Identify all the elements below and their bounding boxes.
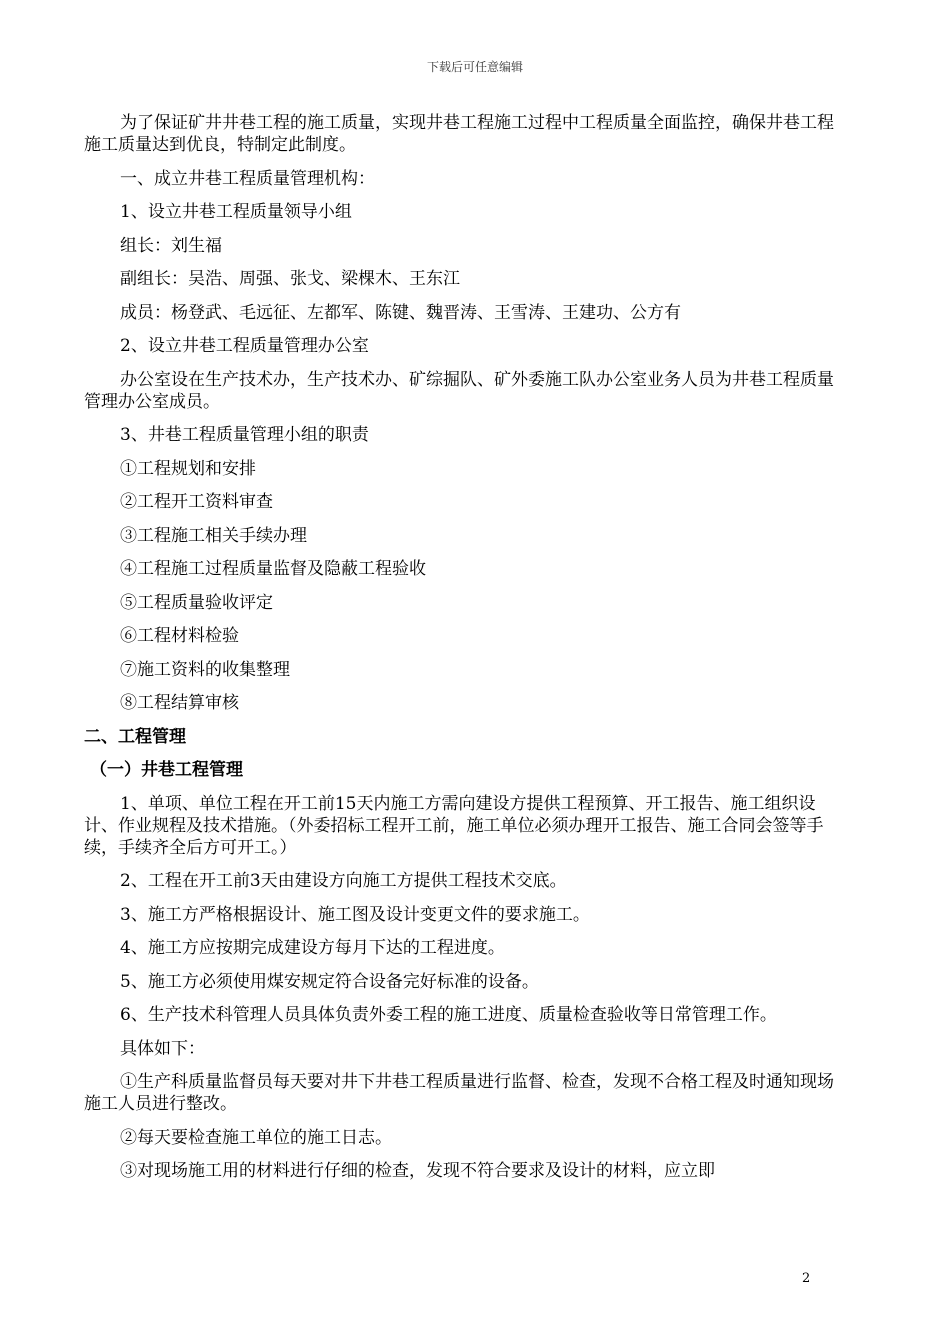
- section-heading: 一、成立井巷工程质量管理机构：: [120, 168, 375, 189]
- paragraph: 6、生产技术科管理人员具体负责外委工程的施工进度、质量检查验收等日常管理工作。: [120, 1005, 777, 1025]
- section-heading: 二、工程管理: [84, 726, 186, 747]
- list-item: ①工程规划和安排: [120, 458, 256, 479]
- paragraph: 3、井巷工程质量管理小组的职责: [120, 425, 369, 445]
- paragraph: 5、施工方必须使用煤安规定符合设备完好标准的设备。: [120, 971, 539, 992]
- page-header: 下载后可任意编辑: [426, 60, 523, 74]
- list-item: ①生产科质量监督员每天要对井下井巷工程质量进行监督、检查，发现不合格工程及时通知现场施工人员进行整改。: [84, 1072, 834, 1114]
- paragraph: 成员：杨登武、毛远征、左都军、陈键、魏晋涛、王雪涛、王建功、公方有: [120, 302, 681, 323]
- paragraph: 4、施工方应按期完成建设方每月下达的工程进度。: [120, 938, 505, 958]
- list-item: ②工程开工资料审查: [120, 492, 273, 512]
- paragraph: 具体如下：: [120, 1038, 205, 1059]
- paragraph: 2、设立井巷工程质量管理办公室: [120, 336, 369, 356]
- list-item: ⑧工程结算审核: [120, 693, 239, 713]
- list-item: ③工程施工相关手续办理: [120, 525, 307, 546]
- list-item: ②每天要检查施工单位的施工日志。: [120, 1127, 392, 1148]
- paragraph: 3、施工方严格根据设计、施工图及设计变更文件的要求施工。: [120, 904, 590, 925]
- list-item: ⑤工程质量验收评定: [120, 592, 273, 613]
- paragraph: 为了保证矿井井巷工程的施工质量，实现井巷工程施工过程中工程质量全面监控，确保井巷工程施工质量达到优良，特制定此制度。: [84, 113, 834, 155]
- page-number: 2: [802, 1271, 811, 1286]
- paragraph: 组长：刘生福: [120, 235, 222, 256]
- list-item: ④工程施工过程质量监督及隐蔽工程验收: [120, 559, 426, 579]
- list-item: ⑦施工资料的收集整理: [120, 659, 290, 680]
- subsection-heading: （一）井巷工程管理: [90, 760, 243, 780]
- paragraph: 1、单项、单位工程在开工前15天内施工方需向建设方提供工程预算、开工报告、施工组织设计、作业规程及技术措施。（外委招标工程开工前，施工单位必须办理开工报告、施工合同会签等手续，手续齐全后方可开工。）: [84, 793, 824, 858]
- paragraph: 办公室设在生产技术办，生产技术办、矿综掘队、矿外委施工队办公室业务人员为井巷工程质量管理办公室成员。: [84, 369, 834, 412]
- paragraph: 2、工程在开工前3天由建设方向施工方提供工程技术交底。: [120, 871, 567, 891]
- document-body: [84, 112, 834, 1194]
- paragraph: 1、设立井巷工程质量领导小组: [120, 202, 352, 222]
- paragraph: 副组长：吴浩、周强、张戈、梁棵木、王东江: [120, 269, 460, 289]
- list-item: ③对现场施工用的材料进行仔细的检查，发现不符合要求及设计的材料，应立即: [120, 1161, 715, 1181]
- list-item: ⑥工程材料检验: [120, 626, 239, 646]
